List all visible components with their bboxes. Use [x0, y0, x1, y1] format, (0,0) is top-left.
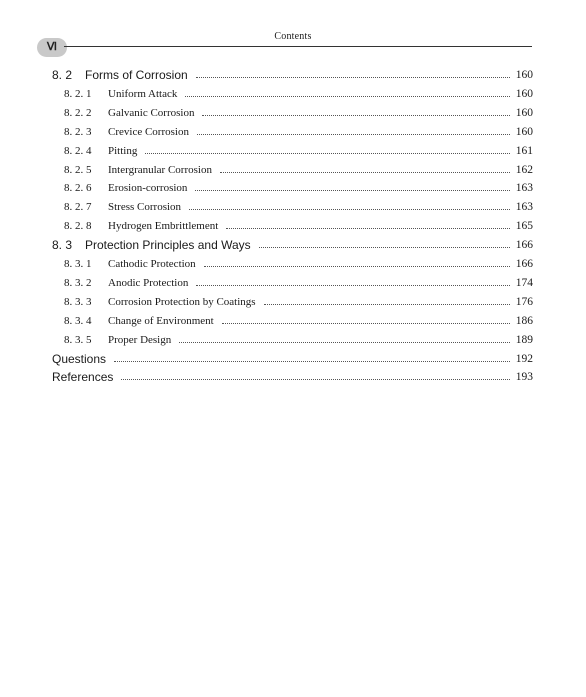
dot-leader	[259, 236, 510, 255]
toc-entry-number: 8. 2. 5	[64, 163, 92, 176]
dot-leader	[204, 255, 510, 274]
dot-leader	[196, 274, 510, 293]
toc-entry-number: 8. 2. 7	[64, 201, 92, 214]
toc-entry-title: Questions	[52, 351, 107, 366]
dot-leader	[179, 331, 510, 350]
toc-entry	[0, 236, 586, 255]
toc-entry	[0, 368, 586, 387]
toc-entry	[0, 350, 586, 369]
toc-entry-number: 8. 2. 3	[64, 125, 92, 138]
toc-entry-page: 161	[515, 144, 533, 157]
toc-entry-title: Erosion-corrosion	[108, 182, 188, 195]
toc-entry	[0, 161, 586, 180]
toc-entry-title: Change of Environment	[108, 314, 214, 327]
toc-entry-title: Corrosion Protection by Coatings	[108, 295, 256, 308]
toc-entry-number: 8. 2. 1	[64, 87, 92, 100]
toc-entry-page: 165	[515, 220, 533, 233]
toc-entry	[0, 179, 586, 198]
toc-entry	[0, 331, 586, 350]
toc-entry-number: 8. 2. 8	[64, 220, 92, 233]
toc-entry-page: 160	[515, 125, 533, 138]
toc-entry-number: 8. 2	[52, 68, 73, 82]
toc-entry-page: 193	[515, 371, 533, 384]
toc-entry-number: 8. 3. 4	[64, 314, 92, 327]
dot-leader	[220, 161, 510, 180]
toc-entry-page: 160	[515, 106, 533, 119]
dot-leader	[185, 85, 510, 104]
toc-entry-title: Stress Corrosion	[108, 201, 182, 214]
toc-entry-page: 192	[515, 352, 533, 365]
header-rule	[64, 46, 532, 47]
dot-leader	[226, 217, 510, 236]
toc-entry-number: 8. 3	[52, 238, 73, 253]
toc-entry-page: 163	[515, 182, 533, 195]
toc-entry-number: 8. 2. 4	[64, 144, 92, 157]
toc-entry-title: Galvanic Corrosion	[108, 106, 195, 119]
toc-entry-page: 162	[515, 163, 533, 176]
toc-entry-number: 8. 3. 5	[64, 333, 92, 346]
toc-entry-page: 186	[515, 314, 533, 327]
toc-entry-title: Anodic Protection	[108, 276, 189, 289]
dot-leader	[195, 179, 510, 198]
toc-entry-number: 8. 2. 6	[64, 182, 92, 195]
dot-leader	[264, 293, 510, 312]
dot-leader	[121, 368, 510, 387]
toc-entry	[0, 66, 586, 85]
toc-entry-page: 166	[515, 258, 533, 270]
page-number-badge: Ⅵ	[37, 38, 67, 57]
toc-entry	[0, 255, 586, 274]
toc-entry-title: Hydrogen Embrittlement	[108, 220, 219, 233]
toc-entry-number: 8. 3. 1	[64, 258, 92, 270]
toc-entry-page: 176	[515, 295, 533, 308]
toc-entry-page: 189	[515, 333, 533, 346]
toc-entry-page: 174	[515, 276, 533, 289]
dot-leader	[222, 312, 510, 331]
toc-entry	[0, 198, 586, 217]
toc-entry-number: 8. 3. 3	[64, 295, 92, 308]
toc-entry	[0, 104, 586, 123]
toc-entry-page: 160	[515, 69, 533, 81]
toc-entry	[0, 274, 586, 293]
toc-entry-title: Cathodic Protection	[108, 258, 196, 270]
toc-entry	[0, 142, 586, 161]
toc-entry-title: Pitting	[108, 144, 138, 157]
toc-entry-title: Protection Principles and Ways	[85, 238, 251, 253]
toc-entry	[0, 312, 586, 331]
toc-entry	[0, 123, 586, 142]
toc-entry-title: Proper Design	[108, 333, 172, 346]
running-header-title: Contents	[274, 31, 312, 42]
toc-entry-title: Crevice Corrosion	[108, 125, 189, 138]
dot-leader	[196, 66, 510, 85]
toc-entry-title: Uniform Attack	[108, 87, 178, 100]
toc-entry-number: 8. 2. 2	[64, 106, 92, 119]
toc-entry-number: 8. 3. 2	[64, 276, 92, 289]
toc-entry	[0, 85, 586, 104]
toc-entry-title: Intergranular Corrosion	[108, 163, 212, 176]
toc-entry-page: 163	[515, 201, 533, 214]
dot-leader	[114, 350, 510, 369]
dot-leader	[145, 142, 510, 161]
dot-leader	[197, 123, 510, 142]
dot-leader	[202, 104, 510, 123]
toc-entry-title: Forms of Corrosion	[85, 68, 188, 82]
toc-entry	[0, 293, 586, 312]
toc-entry-title: References	[52, 370, 114, 385]
toc-entry-page: 166	[515, 239, 533, 252]
toc-entry	[0, 217, 586, 236]
toc-entry-page: 160	[515, 87, 533, 100]
dot-leader	[189, 198, 510, 217]
